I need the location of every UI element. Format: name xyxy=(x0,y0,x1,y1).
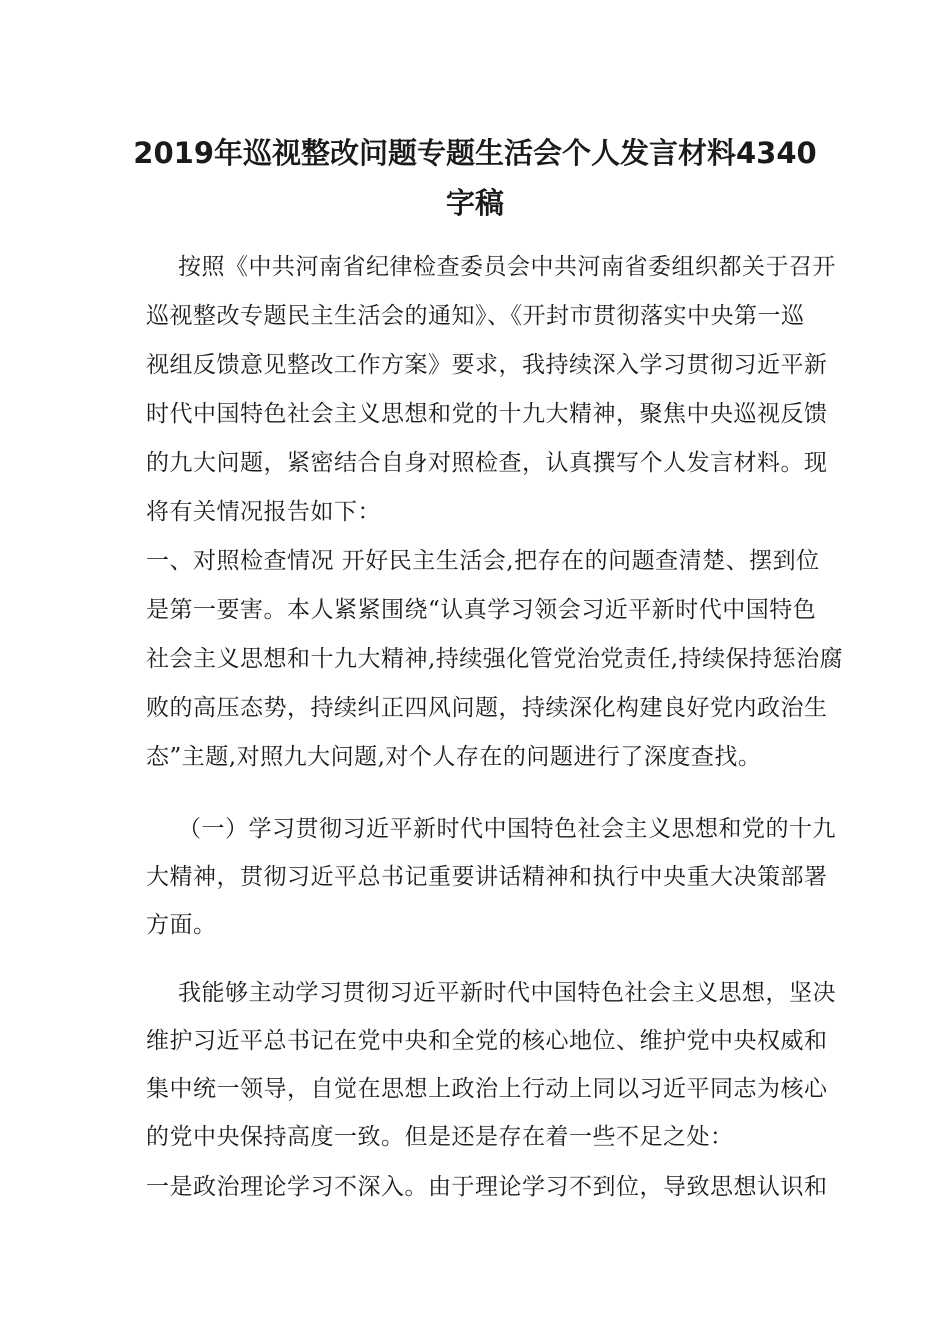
paragraph-line: 维护习近平总书记在党中央和全党的核心地位、维护党中央权威和 xyxy=(146,1028,828,1054)
paragraph-line: 的党中央保持高度一致。但是还是存在着一些不足之处： xyxy=(146,1124,734,1150)
section-heading-line: 一、对照检查情况 开好民主生活会,把存在的问题查清楚、摆到位 xyxy=(146,548,820,574)
paragraph-line: 败的高压态势，持续纠正四风问题，持续深化构建良好党内政治生 xyxy=(146,695,828,721)
paragraph-line: 我能够主动学习贯彻习近平新时代中国特色社会主义思想，坚决 xyxy=(178,980,836,1006)
title-line-2: 字稿 xyxy=(445,186,504,220)
title-line-1: 2019年巡视整改问题专题生活会个人发言材料4340 xyxy=(133,136,817,170)
document-title xyxy=(120,128,830,228)
paragraph-line: 的九大问题，紧密结合自身对照检查，认真撰写个人发言材料。现 xyxy=(146,450,828,476)
paragraph-line: 按照《中共河南省纪律检查委员会中共河南省委组织都关于召开 xyxy=(178,254,836,280)
paragraph-line: 视组反馈意见整改工作方案》要求，我持续深入学习贯彻习近平新 xyxy=(146,352,828,378)
subsection-heading-line: （一）学习贯彻习近平新时代中国特色社会主义思想和党的十九 xyxy=(178,816,836,842)
paragraph-line: 时代中国特色社会主义思想和党的十九大精神，聚焦中央巡视反馈 xyxy=(146,401,828,427)
paragraph-line: 一是政治理论学习不深入。由于理论学习不到位，导致思想认识和 xyxy=(146,1174,828,1200)
paragraph-line: 态”主题,对照九大问题,对个人存在的问题进行了深度查找。 xyxy=(146,744,762,770)
paragraph-line: 社会主义思想和十九大精神,持续强化管党治党责任,持续保持惩治腐 xyxy=(146,646,844,672)
paragraph-line: 是第一要害。本人紧紧围绕“认真学习领会习近平新时代中国特色 xyxy=(146,597,817,623)
paragraph-line: 大精神，贯彻习近平总书记重要讲话精神和执行中央重大决策部署 xyxy=(146,864,828,890)
paragraph-line: 将有关情况报告如下： xyxy=(146,499,381,525)
paragraph-line: 巡视整改专题民主生活会的通知》、《开封市贯彻落实中央第一巡 xyxy=(146,303,805,329)
paragraph-line: 集中统一领导，自觉在思想上政治上行动上同以习近平同志为核心 xyxy=(146,1076,828,1102)
paragraph-line: 方面。 xyxy=(146,912,217,938)
